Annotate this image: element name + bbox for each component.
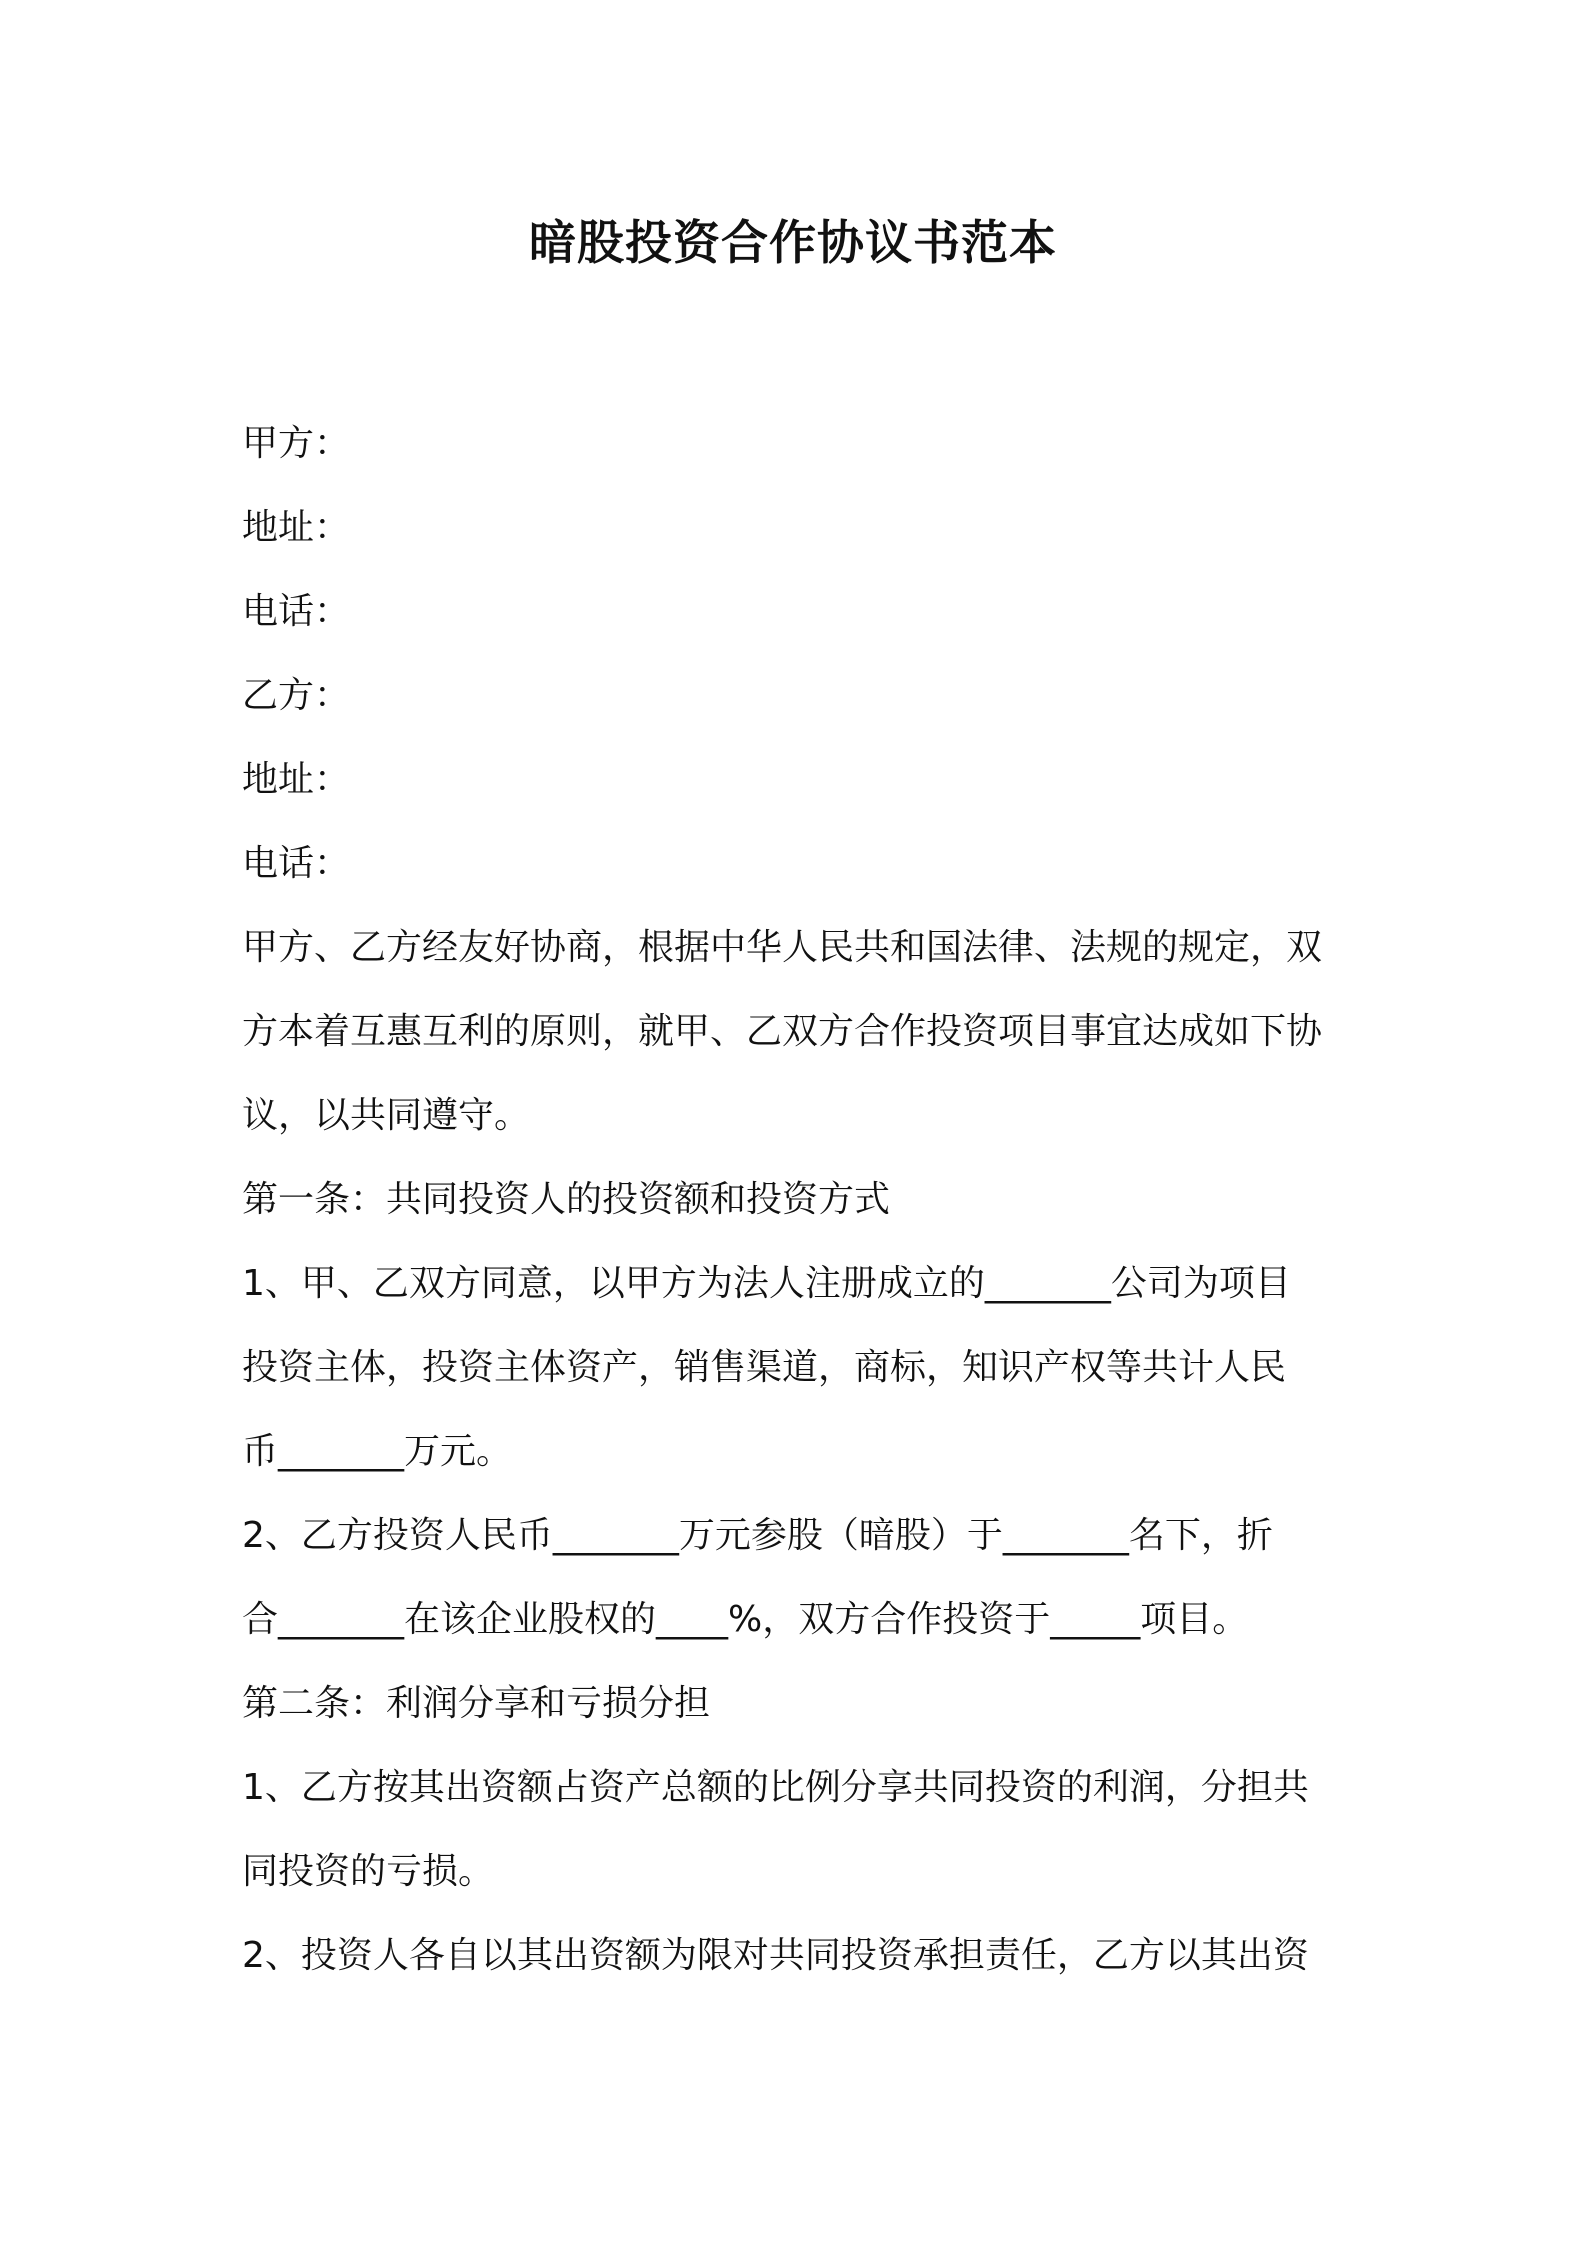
article-1-clause-line: 投资主体，投资主体资产，销售渠道，商标，知识产权等共计人民 (242, 1347, 1287, 1388)
article-1-clause-line: 合_______在该企业股权的____%，双方合作投资于_____项目。 (242, 1599, 1249, 1640)
article-2-clause-line: 1、乙方按其出资额占资产总额的比例分享共同投资的利润，分担共 (242, 1767, 1309, 1808)
party-a-address-label: 地址： (242, 507, 351, 548)
article-1-clause-line: 2、乙方投资人民币_______万元参股（暗股）于_______名下，折 (242, 1515, 1273, 1556)
preamble-line: 议，以共同遵守。 (242, 1095, 531, 1136)
article-2-clause-line: 2、投资人各自以其出资额为限对共同投资承担责任，乙方以其出资 (242, 1935, 1309, 1976)
article-1-clause-line: 币_______万元。 (242, 1431, 513, 1472)
party-b-address-label: 地址： (242, 759, 351, 800)
article-2-clause-line: 同投资的亏损。 (242, 1851, 495, 1892)
article-1-heading: 第一条：共同投资人的投资额和投资方式 (242, 1179, 891, 1220)
document-body (242, 402, 1362, 1998)
article-1-clause-line: 1、甲、乙双方同意，以甲方为法人注册成立的_______公司为项目 (242, 1263, 1291, 1304)
party-a-phone-label: 电话： (242, 591, 351, 632)
preamble-line: 方本着互惠互利的原则，就甲、乙双方合作投资项目事宜达成如下协 (242, 1011, 1323, 1052)
party-b-label: 乙方： (242, 675, 351, 716)
document-title: 暗股投资合作协议书范本 (529, 216, 1057, 271)
party-b-phone-label: 电话： (242, 843, 351, 884)
party-a-label: 甲方： (242, 423, 351, 464)
preamble-line: 甲方、乙方经友好协商，根据中华人民共和国法律、法规的规定，双 (242, 927, 1323, 968)
article-2-heading: 第二条：利润分享和亏损分担 (242, 1683, 711, 1724)
